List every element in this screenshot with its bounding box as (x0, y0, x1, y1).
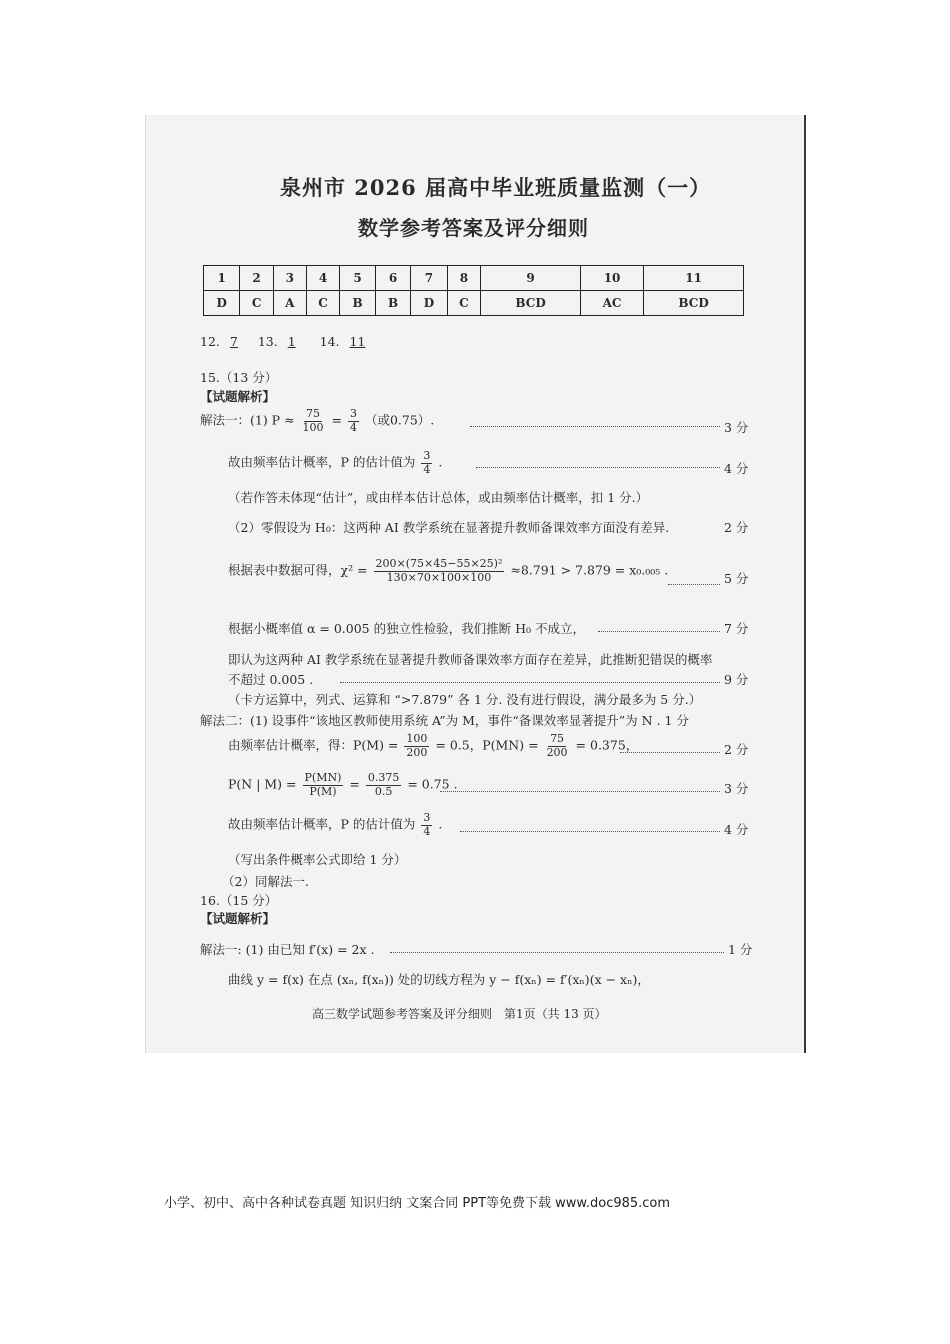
q13-answer: 1 (287, 334, 296, 349)
fraction (404, 733, 429, 759)
question-number: 7 (411, 266, 447, 291)
leader-dots (668, 584, 720, 585)
page-left-edge (145, 115, 146, 1053)
denominator: 200 (406, 745, 428, 759)
answer-table (203, 265, 744, 316)
leader-dots (440, 791, 720, 792)
answer-cell: C (240, 291, 274, 316)
q15-s1-text: 解法一：(1) P ≈ (200, 412, 295, 428)
numerator: 100 (406, 732, 428, 745)
q14-label: 14. (319, 334, 340, 349)
denominator: P(M) (309, 784, 337, 798)
fill-blank-answers (200, 334, 371, 349)
q15-heading: 15.（13 分） (200, 370, 278, 385)
score: 9 分 (724, 672, 749, 687)
numerator: P(MN) (304, 771, 342, 784)
pmn-value: = 0.375， (575, 737, 639, 753)
denominator: 4 (423, 462, 431, 476)
question-number: 1 (204, 266, 240, 291)
q15-method2-step1: 解法二：(1) 设事件“该地区教师使用系统 A”为 M，事件“备课效率显著提升”为 N . 1 分 (200, 713, 689, 728)
answer-cell: AC (580, 291, 643, 316)
fraction (421, 812, 432, 838)
leader-dots (476, 467, 720, 468)
fraction (303, 772, 344, 798)
document-subtitle: 数学参考答案及评分细则 (358, 216, 589, 240)
q15-independence-test: 根据小概率值 α = 0.005 的独立性检验，我们推断 H₀ 不成立， (228, 621, 585, 636)
leader-dots (598, 631, 720, 632)
answer-cell: D (204, 291, 240, 316)
leader-dots (620, 752, 720, 753)
denominator: 4 (423, 824, 431, 838)
numerator: 75 (306, 407, 321, 420)
q13-label: 13. (257, 334, 278, 349)
page-footer: 高三数学试题参考答案及评分细则 第1页（共 13 页） (312, 1007, 607, 1021)
conditional-prob-label: P(N | M) = (228, 776, 297, 792)
q15-conclusion-line1: 即认为这两种 AI 教学系统在显著提升教师备课效率方面存在差异，此推断犯错误的概率 (228, 652, 713, 667)
score: 5 分 (724, 571, 749, 586)
score: 7 分 (724, 621, 749, 636)
page-right-edge (804, 115, 806, 1053)
chi-square-result: ≈8.791 > 7.879 = x₀.₀₀₅ . (510, 562, 669, 578)
q15-method2-step4 (228, 812, 442, 838)
leader-dots (390, 952, 724, 953)
question-number: 10 (580, 266, 643, 291)
q15-note1: （若作答未体现“估计”，或由样本估计总体，或由频率估计概率，扣 1 分.） (228, 490, 649, 505)
question-number: 5 (340, 266, 376, 291)
denominator: 100 (302, 420, 324, 434)
fraction (421, 450, 432, 476)
score: 4 分 (724, 822, 749, 837)
fraction (374, 558, 505, 584)
pmn-label: = 0.5，P(MN) = (435, 737, 539, 753)
question-number: 2 (240, 266, 274, 291)
answer-cell: C (306, 291, 340, 316)
q12-answer: 7 (229, 334, 238, 349)
fraction (301, 408, 326, 434)
q15-null-hypothesis: （2）零假设为 H₀：这两种 AI 教学系统在显著提升教师备课效率方面没有差异. (228, 520, 670, 535)
q15-m2-d-text: 故由频率估计概率，P 的估计值为 (228, 816, 416, 832)
leader-dots (470, 426, 720, 427)
answer-table-answer-row (204, 291, 744, 316)
answer-cell: C (447, 291, 481, 316)
score: 2 分 (724, 520, 749, 535)
q14-answer: 11 (349, 334, 366, 349)
score: 2 分 (724, 742, 749, 757)
denominator: 0.5 (374, 784, 393, 798)
numerator: 0.375 (367, 771, 400, 784)
q15-method2-part2: （2）同解法一. (222, 874, 309, 889)
score: 4 分 (724, 461, 749, 476)
equals: = (331, 412, 342, 428)
leader-dots (460, 831, 720, 832)
numerator: 3 (349, 407, 357, 420)
question-number: 8 (447, 266, 481, 291)
chi-square-label: 根据表中数据可得，χ² = (228, 562, 368, 578)
numerator: 75 (550, 732, 565, 745)
fraction (366, 772, 402, 798)
answer-cell: A (273, 291, 306, 316)
q15-s2-text: 故由频率估计概率，P 的估计值为 (228, 454, 416, 470)
denominator: 130×70×100×100 (386, 570, 492, 584)
q15-method1-step1 (200, 408, 434, 434)
question-number: 6 (375, 266, 411, 291)
q15-method2-step2 (228, 733, 638, 759)
q15-conclusion-line2: 不超过 0.005 . (228, 672, 314, 687)
q15-note3: （写出条件概率公式即给 1 分） (228, 852, 407, 867)
answer-cell: BCD (481, 291, 581, 316)
answer-cell: B (375, 291, 411, 316)
question-number: 11 (644, 266, 744, 291)
conditional-prob-value: = 0.75 . (407, 776, 458, 792)
score: 3 分 (724, 781, 749, 796)
q16-method1-step1: 解法一: (1) 由已知 f′(x) = 2x . (200, 942, 375, 957)
fraction (348, 408, 359, 434)
q15-analysis-label: 【试题解析】 (200, 389, 276, 404)
q15-chi-square (228, 558, 668, 584)
period: . (438, 454, 443, 470)
score: 1 分 (728, 942, 753, 957)
denominator: 200 (546, 745, 568, 759)
q16-tangent-line: 曲线 y = f(x) 在点 (xₙ, f(xₙ)) 处的切线方程为 y − f(xₙ) = f′(xₙ)(x − xₙ)， (228, 972, 650, 987)
answer-cell: D (411, 291, 447, 316)
q16-analysis-label: 【试题解析】 (200, 911, 276, 926)
q12-label: 12. (200, 334, 220, 349)
answer-cell: BCD (644, 291, 744, 316)
question-number: 4 (306, 266, 340, 291)
answer-cell: B (340, 291, 376, 316)
denominator: 4 (349, 420, 357, 434)
leader-dots (340, 682, 720, 683)
score: 3 分 (724, 420, 749, 435)
fraction (545, 733, 570, 759)
numerator: 3 (423, 449, 431, 462)
numerator: 3 (423, 811, 431, 824)
question-number: 3 (273, 266, 306, 291)
pm-label: 由频率估计概率，得：P(M) = (228, 737, 399, 753)
period: . (438, 816, 443, 832)
download-banner: 小学、初中、高中各种试卷真题 知识归纳 文案合同 PPT等免费下载 www.doc985.com (164, 1196, 671, 1211)
q15-method1-step2 (228, 450, 442, 476)
question-number: 9 (481, 266, 581, 291)
equals: = (349, 776, 360, 792)
document-title: 泉州市 2026 届高中毕业班质量监测（一） (280, 175, 712, 200)
answer-table-number-row (204, 266, 744, 291)
q16-heading: 16.（15 分） (200, 893, 278, 908)
numerator: 200×(75×45−55×25)² (375, 557, 503, 570)
q15-note2: （卡方运算中，列式、运算和 “>7.879” 各 1 分. 没有进行假设，满分最多为 5 分.） (228, 692, 702, 707)
q15-method2-step3 (228, 772, 458, 798)
q15-s1-tail: （或0.75）. (364, 412, 435, 428)
